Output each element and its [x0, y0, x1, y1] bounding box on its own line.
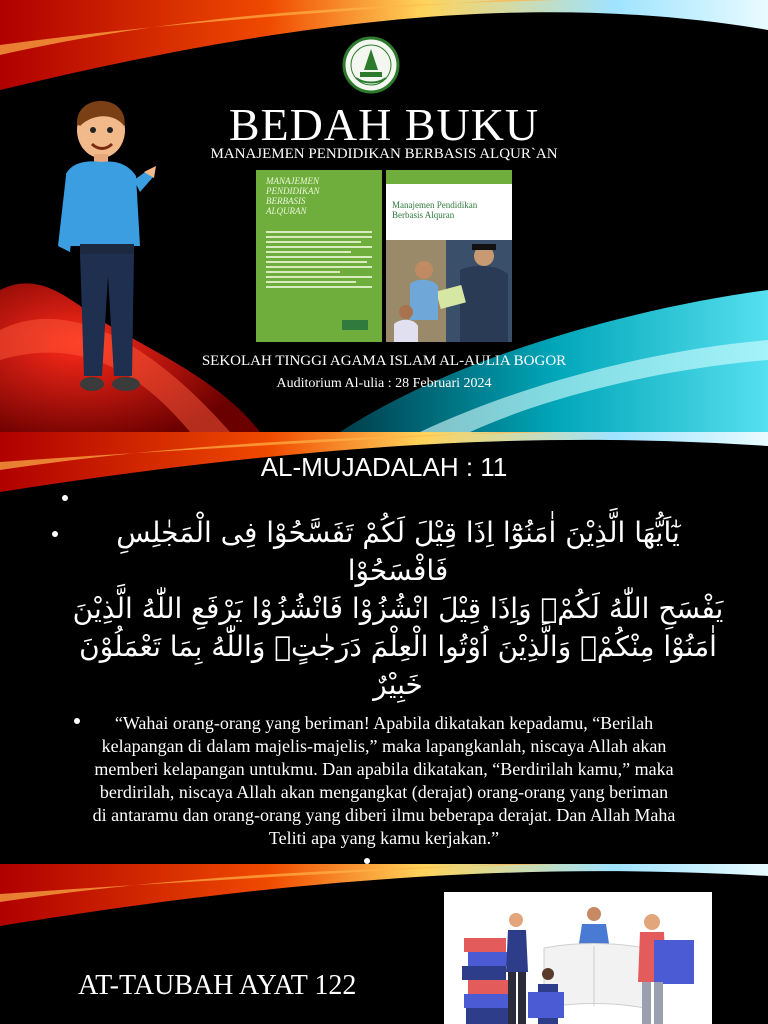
arabic-verse-line: اٰمَنُوْا مِنْكُمْۙ وَالَّذِيْنَ اُوْتُوا الْعِلْمَ دَرَجٰتٍۗ وَاللّٰهُ بِمَا تَعْمَلُوْنَ: [79, 630, 717, 663]
slide-bedah-buku: [0, 0, 768, 432]
arabic-verse: [70, 514, 726, 704]
surah-heading: AT-TAUBAH AYAT 122: [78, 970, 357, 1001]
bullet-dot: [62, 495, 68, 501]
arabic-verse-line: يٰٓاَيُّهَا الَّذِيْنَ اٰمَنُوْٓا اِذَا قِيْلَ لَكُمْ تَفَسَّحُوْا فِى الْمَجٰلِسِ فَافْسَحُوْا: [116, 516, 680, 587]
book-back-text-block: [266, 228, 372, 291]
book-back-title-line: PENDIDIKAN: [266, 186, 320, 196]
slide-al-mujadalah: [0, 432, 768, 864]
institution-logo: [342, 36, 400, 94]
translation-line: berdirilah, niscaya Allah akan mengangkat (derajat) orang-orang yang beriman: [99, 782, 669, 802]
bullet-dot: [52, 531, 58, 537]
book-subtitle: MANAJEMEN PENDIDIKAN BERBASIS ALQUR`AN: [210, 146, 558, 162]
translation-line: memberi kelapangan untukmu. Dan apabila dikatakan, “Berdirilah kamu,” maka: [94, 759, 674, 779]
page-title: BEDAH BUKU: [228, 99, 540, 150]
translation-line: kelapangan di dalam majelis-majelis,” maka lapangkanlah, niscaya Allah akan: [101, 736, 667, 756]
book-cover-title-line: Berbasis Alquran: [392, 210, 455, 220]
surah-heading: AL-MUJADALAH : 11: [260, 452, 508, 482]
venue-date: Auditorium Al-ulia : 28 Februari 2024: [276, 376, 492, 391]
translation-line: di antaramu dan orang-orang yang diberi ilmu beberapa derajat. Dan Allah Maha: [92, 805, 676, 825]
institution-name: SEKOLAH TINGGI AGAMA ISLAM AL-AULIA BOGOR: [201, 353, 567, 369]
book-back-title-line: MANAJEMEN: [266, 176, 319, 186]
translation-line: “Wahai orang-orang yang beriman! Apabila dikatakan kepadamu, “Berilah: [114, 713, 654, 733]
translation-line: Teliti apa yang kamu kerjakan.”: [268, 828, 500, 848]
arabic-verse-line: خَبِيْرٌ: [373, 668, 423, 701]
arabic-verse-line: يَفْسَحِ اللّٰهُ لَكُمْۚ وَاِذَا قِيْلَ انْشُزُوْا فَانْشُزُوْا يَرْفَعِ اللّٰهُ الَّذِيْنَ: [72, 592, 724, 625]
reading-people-illustration: [444, 892, 712, 1024]
book-back-title-line: BERBASIS: [266, 196, 306, 206]
book-back-title-line: ALQURAN: [266, 206, 307, 216]
verse-translation: [40, 712, 728, 850]
book-back-cover: [256, 170, 382, 342]
book-front-cover: [386, 170, 512, 342]
slide-at-taubah: [0, 864, 768, 1024]
book-cover-photo: [386, 240, 512, 342]
book-cover-title-line: Manajemen Pendidikan: [392, 200, 478, 210]
